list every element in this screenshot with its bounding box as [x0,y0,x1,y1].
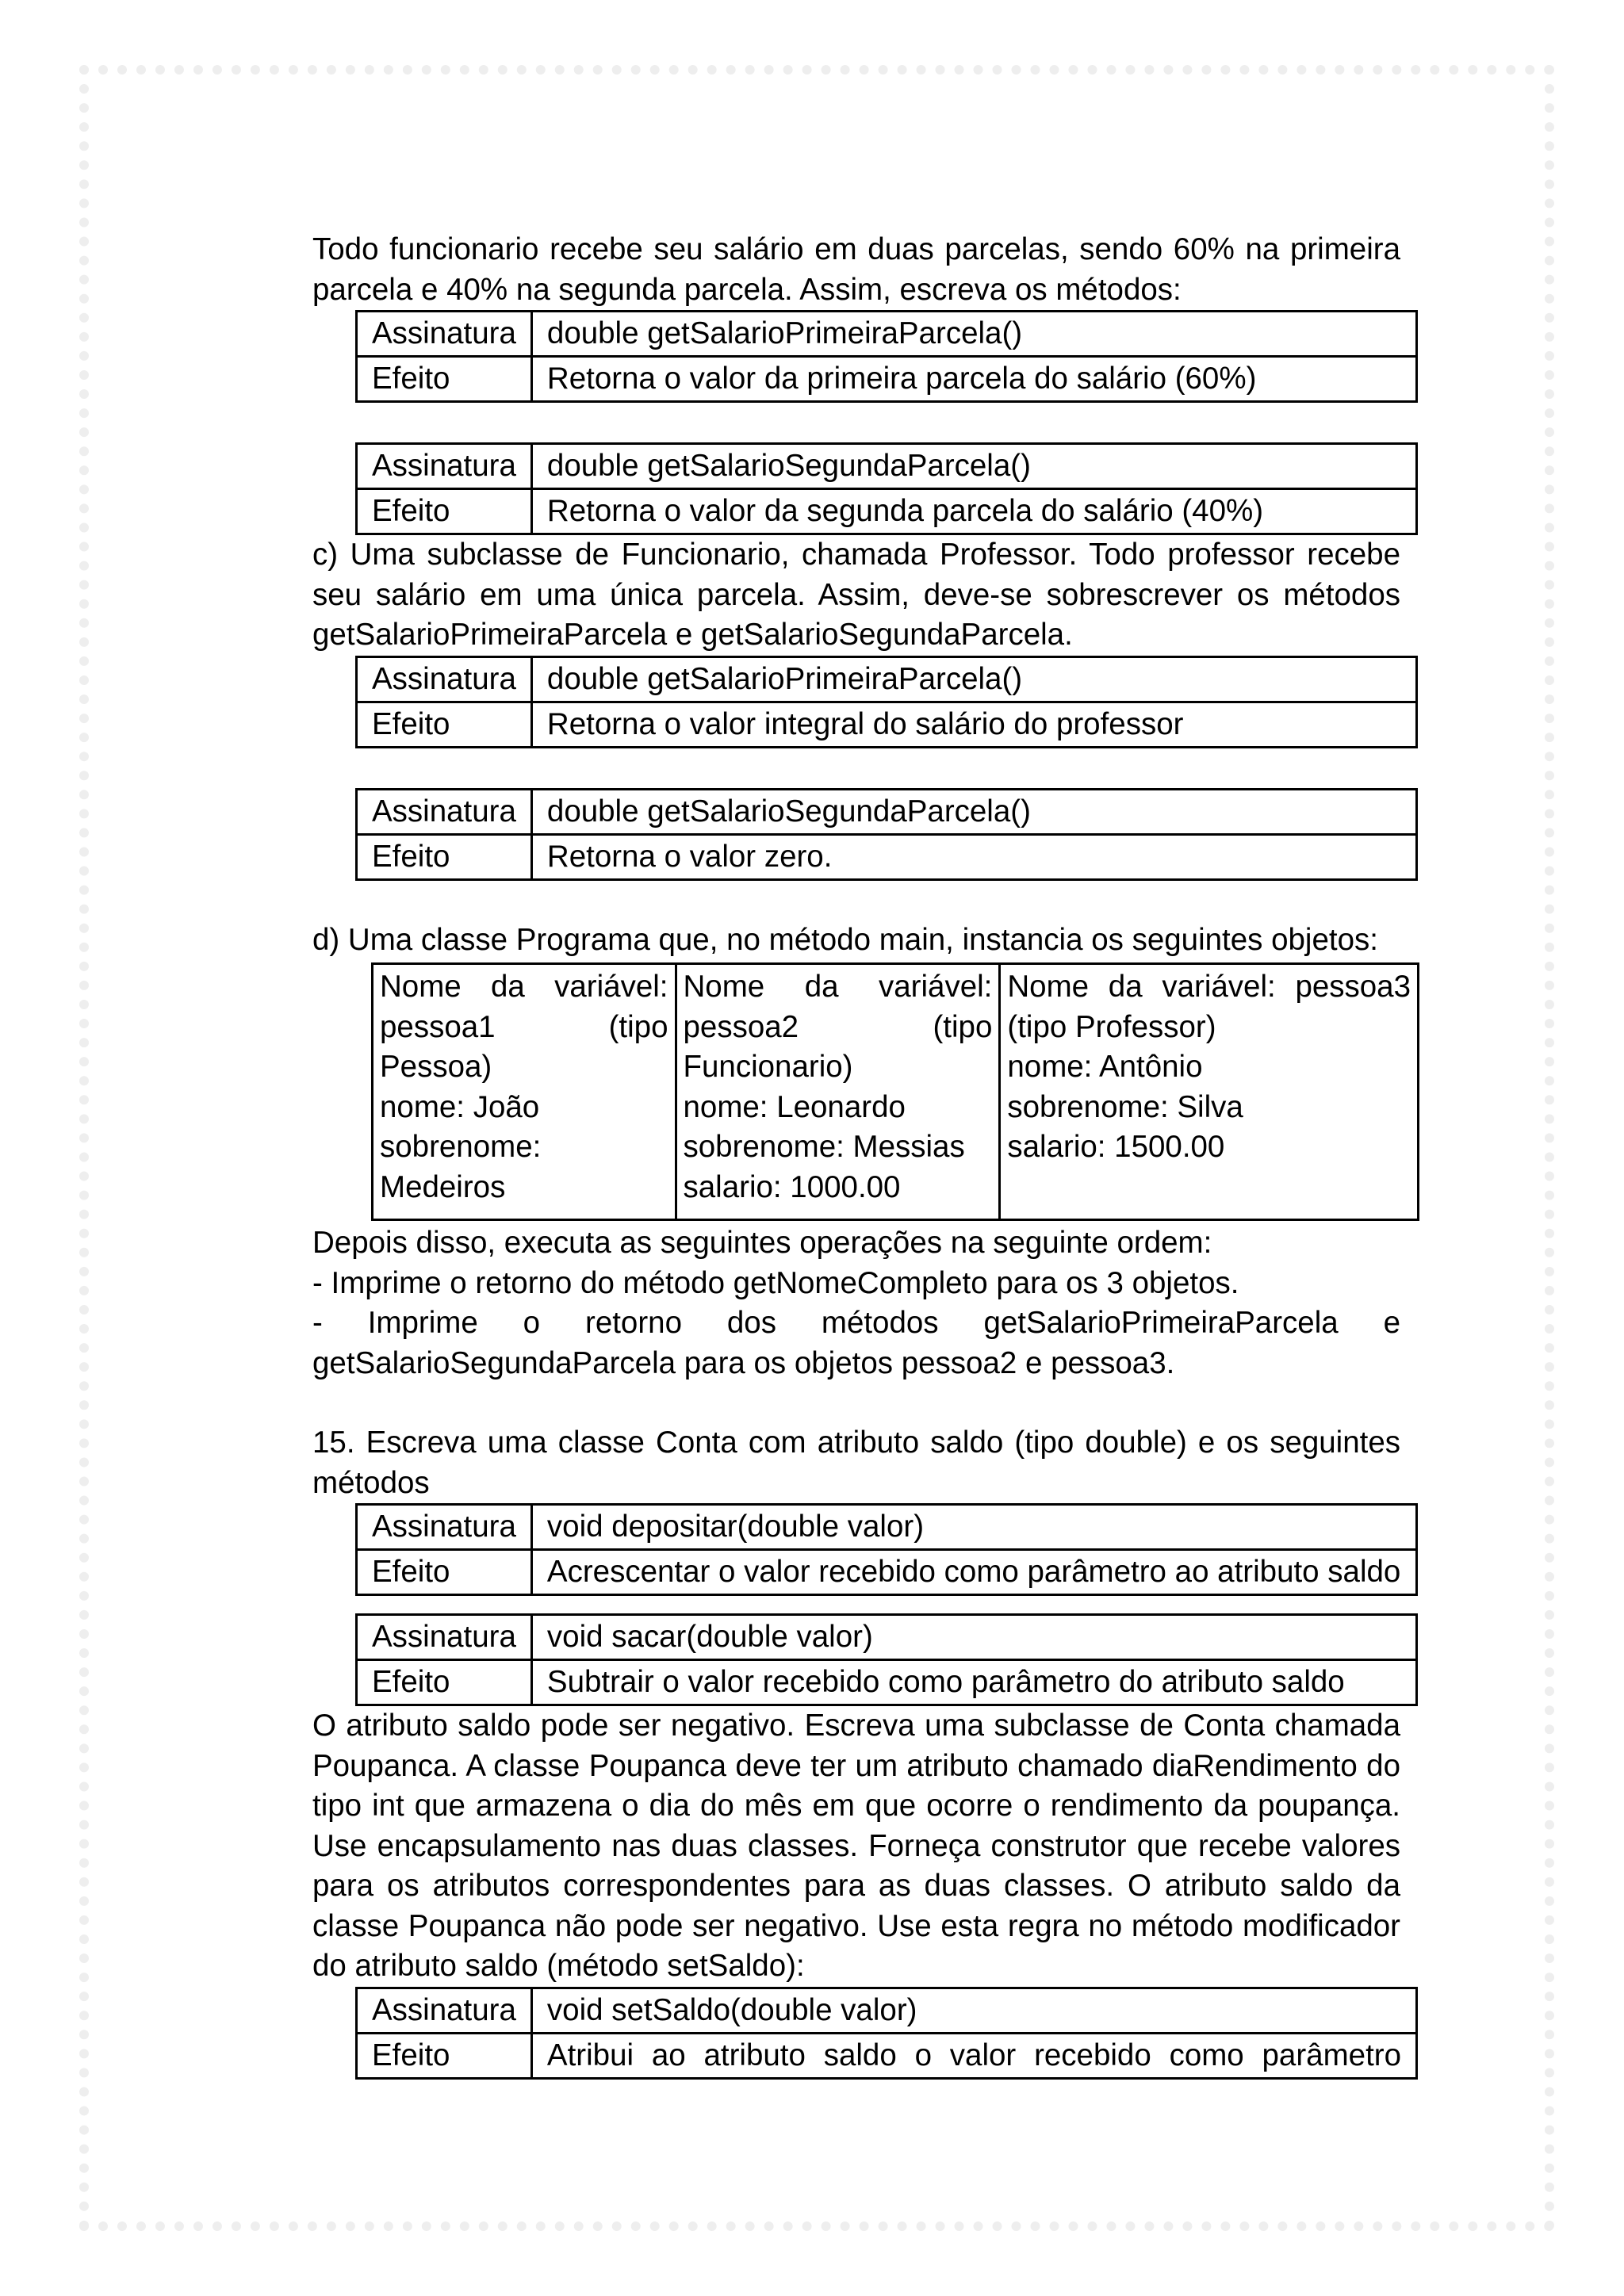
signature-value: void setSaldo(double valor) [531,1988,1416,2033]
object-variable: Nome da variável: pessoa2 (tipo Funcionario) [683,970,993,1084]
object-salario: salario: 1500.00 [1007,1130,1225,1164]
table-row [357,1505,1417,1550]
object-cell-pessoa3 [1000,964,1419,1220]
document-body [312,230,1411,2080]
object-cell-pessoa2 [676,964,1000,1220]
operation-step-2: - Imprime o retorno dos métodos getSalarioPrimeiraParcela e getSalarioSegundaParcela para os objetos pessoa2 e pessoa3. [312,1306,1400,1380]
effect-value: Atribui ao atributo saldo o valor recebido como parâmetro [531,2033,1416,2078]
signature-value: double getSalarioPrimeiraParcela() [531,312,1416,357]
table-row [357,702,1417,747]
object-nome: nome: Leonardo [683,1089,906,1124]
effect-value: Acrescentar o valor recebido como parâmetro ao atributo saldo [531,1550,1416,1595]
signature-label: Assinatura [357,1615,532,1660]
signature-value: double getSalarioPrimeiraParcela() [531,656,1416,702]
object-nome: nome: Antônio [1007,1050,1203,1084]
signature-label: Assinatura [357,1988,532,2033]
table-row [357,357,1417,402]
effect-value: Retorna o valor da segunda parcela do salário (40%) [531,489,1416,534]
signature-label: Assinatura [357,1505,532,1550]
effect-value: Retorna o valor integral do salário do professor [531,702,1416,747]
signature-label: Assinatura [357,444,532,489]
signature-label: Assinatura [357,656,532,702]
signature-value: double getSalarioSegundaParcela() [531,789,1416,834]
object-nome: nome: João [380,1089,540,1124]
object-salario: salario: 1000.00 [683,1169,901,1204]
operation-step-1: - Imprime o retorno do método getNomeCompleto para os 3 objetos. [312,1265,1239,1300]
intro-paragraph: Todo funcionario recebe seu salário em duas parcelas, sendo 60% na primeira parcela e 40% na segunda parcela. Assim, escreva os métodos: [312,232,1400,307]
signature-label: Assinatura [357,789,532,834]
table-row [357,656,1417,702]
object-variable: Nome da variável: pessoa3 (tipo Professor) [1007,970,1411,1044]
signature-value: void sacar(double valor) [531,1615,1416,1660]
method-table-professor-primeira [355,656,1418,748]
signature-value: double getSalarioSegundaParcela() [531,444,1416,489]
method-table-professor-segunda [355,788,1418,881]
operations-intro: Depois disso, executa as seguintes operações na seguinte ordem: [312,1226,1212,1260]
section-c-paragraph: c) Uma subclasse de Funcionario, chamada Professor. Todo professor recebe seu salário em uma única parcela. Assim, deve-se sobrescrever os métodos getSalarioPrimeiraParcela e getSalarioSegundaParcela. [312,538,1400,652]
table-row [357,444,1417,489]
table-row [357,2033,1417,2078]
effect-label: Efeito [357,2033,532,2078]
effect-label: Efeito [357,1660,532,1705]
object-cell-pessoa1 [373,964,676,1220]
effect-label: Efeito [357,1550,532,1595]
table-row [357,1550,1417,1595]
table-row [357,834,1417,879]
object-sobrenome: sobrenome: Messias [683,1130,965,1164]
table-row [373,964,1419,1220]
effect-value: Retorna o valor zero. [531,834,1416,879]
method-table-depositar [355,1503,1418,1596]
method-table-sacar [355,1613,1418,1706]
effect-label: Efeito [357,357,532,402]
poupanca-paragraph: O atributo saldo pode ser negativo. Escreva uma subclasse de Conta chamada Poupanca. A classe Poupanca deve ter um atributo chamado diaRendimento do tipo int que armazena o dia do mês em que ocorre o rendimento da poupança. Use encapsulamento nas duas classes. Forneça construtor que recebe valores para os atributos correspondentes para as duas classes. O atributo saldo da classe Poupanca não pode ser negativo. Use esta regra no método modificador do atributo saldo (método setSaldo): [312,1709,1400,1983]
effect-label: Efeito [357,489,532,534]
section-d-paragraph: d) Uma classe Programa que, no método main, instancia os seguintes objetos: [312,922,1378,957]
table-row [357,489,1417,534]
method-table-setsaldo [355,1987,1418,2080]
table-row [357,1988,1417,2033]
signature-value: void depositar(double valor) [531,1505,1416,1550]
object-sobrenome: sobrenome: Silva [1007,1089,1243,1124]
table-row [357,1660,1417,1705]
effect-label: Efeito [357,702,532,747]
objects-table [371,962,1419,1221]
question-15-paragraph: 15. Escreva uma classe Conta com atributo saldo (tipo double) e os seguintes métodos [312,1425,1400,1500]
table-row [357,1615,1417,1660]
effect-value: Subtrair o valor recebido como parâmetro do atributo saldo [531,1660,1416,1705]
table-row [357,789,1417,834]
object-variable: Nome da variável: pessoa1 (tipo Pessoa) [380,970,668,1084]
signature-label: Assinatura [357,312,532,357]
effect-value: Retorna o valor da primeira parcela do salário (60%) [531,357,1416,402]
method-table-primeira-parcela [355,310,1418,403]
object-sobrenome: sobrenome: Medeiros [380,1130,542,1204]
method-table-segunda-parcela [355,442,1418,535]
effect-label: Efeito [357,834,532,879]
table-row [357,312,1417,357]
